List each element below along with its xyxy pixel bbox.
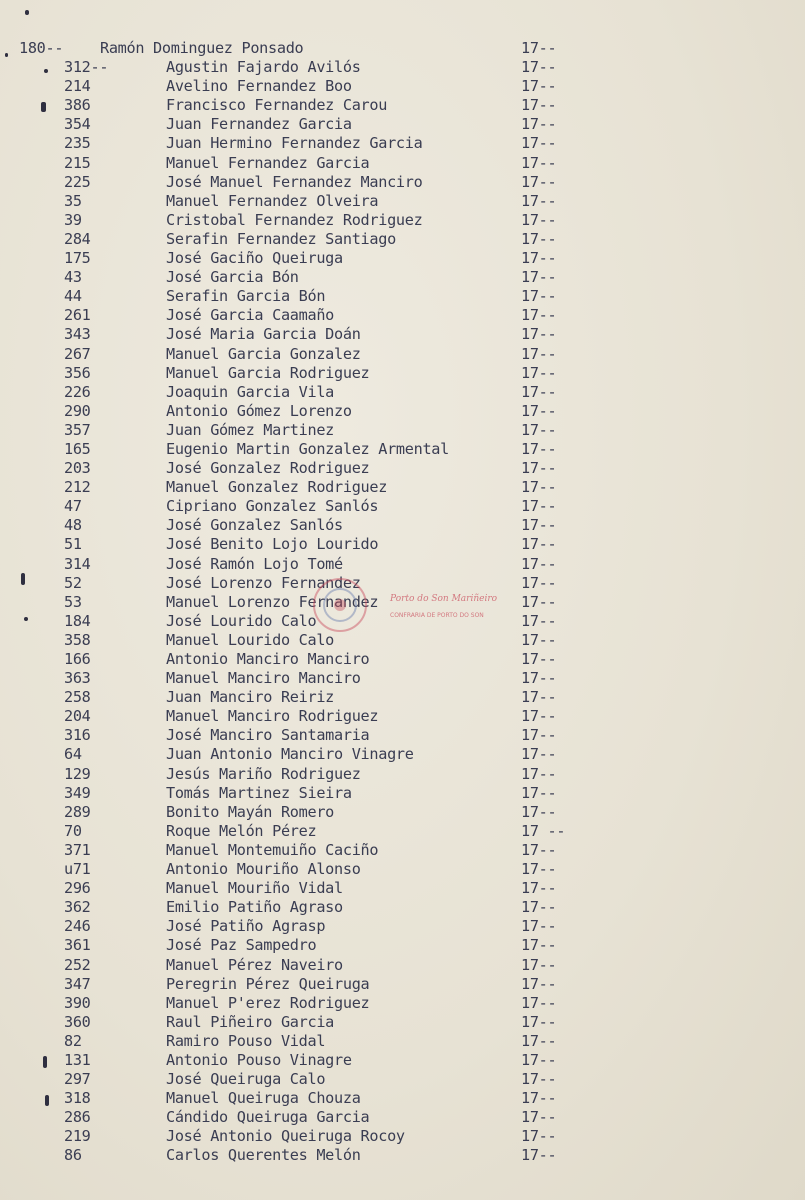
member-name: Manuel Manciro Rodriguez bbox=[166, 707, 379, 726]
member-name: Juan Fernandez Garcia bbox=[166, 115, 352, 134]
list-row bbox=[0, 956, 805, 975]
list-row bbox=[0, 784, 805, 803]
list-row bbox=[0, 497, 805, 516]
member-name: Juan Gómez Martinez bbox=[166, 420, 335, 439]
entry-number: 343 bbox=[64, 325, 91, 344]
member-name: José Maria Garcia Doán bbox=[166, 325, 361, 344]
member-name: José Gonzalez Sanlós bbox=[166, 516, 343, 535]
amount: 17-- bbox=[521, 802, 557, 821]
list-row bbox=[0, 58, 805, 77]
list-row bbox=[0, 345, 805, 364]
member-name: José Gaciño Queiruga bbox=[166, 249, 343, 268]
list-row bbox=[0, 726, 805, 745]
entry-number: 357 bbox=[64, 420, 91, 439]
amount: 17-- bbox=[521, 478, 557, 497]
member-name: Manuel Lourido Calo bbox=[166, 630, 335, 649]
amount: 17-- bbox=[521, 573, 557, 592]
list-row bbox=[0, 898, 805, 917]
entry-number: 246 bbox=[64, 917, 91, 936]
list-row bbox=[0, 383, 805, 402]
member-name: Cipriano Gonzalez Sanlós bbox=[166, 497, 379, 516]
member-name: Cristobal Fernandez Rodriguez bbox=[166, 210, 423, 229]
amount: 17-- bbox=[521, 898, 557, 917]
list-row bbox=[0, 822, 805, 841]
list-row bbox=[0, 134, 805, 153]
list-row bbox=[0, 1108, 805, 1127]
amount: 17-- bbox=[521, 96, 557, 115]
entry-number: 184 bbox=[64, 611, 91, 630]
member-name: Manuel Garcia Rodriguez bbox=[166, 363, 370, 382]
member-name: José Lourido Calo bbox=[166, 611, 317, 630]
amount: 17-- bbox=[521, 650, 557, 668]
member-name: Carlos Querentes Melón bbox=[166, 1146, 361, 1165]
member-name: Manuel Manciro Manciro bbox=[166, 669, 361, 688]
member-name: Raul Piñeiro Garcia bbox=[166, 1012, 335, 1031]
entry-number: 252 bbox=[64, 955, 91, 974]
list-row bbox=[0, 650, 805, 669]
member-name: Manuel Mouriño Vidal bbox=[166, 879, 343, 898]
entry-number: 356 bbox=[64, 363, 91, 382]
list-row bbox=[0, 249, 805, 268]
member-name: Cándido Queiruga Garcia bbox=[166, 1108, 370, 1127]
list-row bbox=[0, 841, 805, 860]
list-row bbox=[0, 516, 805, 535]
list-row bbox=[0, 96, 805, 115]
list-row bbox=[0, 402, 805, 421]
amount: 17-- bbox=[521, 1108, 557, 1127]
list-row bbox=[0, 440, 805, 459]
member-name: Joaquin Garcia Vila bbox=[166, 382, 335, 401]
amount: 17-- bbox=[521, 764, 557, 783]
amount: 17-- bbox=[521, 382, 557, 401]
amount: 17-- bbox=[521, 516, 557, 535]
amount: 17-- bbox=[521, 611, 557, 630]
entry-number: 203 bbox=[64, 459, 91, 478]
member-name: Antonio Gómez Lorenzo bbox=[166, 401, 352, 420]
list-row bbox=[0, 688, 805, 707]
list-row bbox=[0, 364, 805, 383]
amount: 17-- bbox=[521, 39, 557, 57]
member-name: Manuel Fernandez Garcia bbox=[166, 153, 370, 172]
member-name: Juan Manciro Reiriz bbox=[166, 688, 335, 707]
member-name: Francisco Fernandez Carou bbox=[166, 96, 388, 115]
entry-number: 290 bbox=[64, 401, 91, 420]
list-row bbox=[0, 707, 805, 726]
amount: 17-- bbox=[521, 268, 557, 287]
entry-number: 86 bbox=[64, 1146, 82, 1165]
entry-number: 289 bbox=[64, 802, 91, 821]
entry-number: 312-- bbox=[64, 58, 109, 77]
amount: 17-- bbox=[521, 153, 557, 172]
entry-number: 64 bbox=[64, 745, 82, 764]
list-row bbox=[0, 154, 805, 173]
list-row bbox=[0, 1051, 805, 1070]
member-name: Emilio Patiño Agraso bbox=[166, 898, 343, 917]
member-name: Juan Hermino Fernandez Garcia bbox=[166, 134, 423, 153]
list-row bbox=[0, 555, 805, 574]
watermark-title: Porto do Son Mariñeiro bbox=[390, 594, 498, 604]
amount: 17-- bbox=[521, 535, 557, 554]
list-row bbox=[0, 765, 805, 784]
amount: 17-- bbox=[521, 401, 557, 420]
watermark-subtitle: CONFRARIA DE PORTO DO SON bbox=[390, 612, 484, 619]
list-row bbox=[0, 1070, 805, 1089]
member-name: Antonio Manciro Manciro bbox=[166, 650, 370, 668]
entry-number: 219 bbox=[64, 1127, 91, 1146]
entry-number: 165 bbox=[64, 439, 91, 458]
watermark-stamp bbox=[310, 573, 500, 637]
amount: 17 -- bbox=[521, 821, 566, 840]
amount: 17-- bbox=[521, 688, 557, 707]
amount: 17-- bbox=[521, 783, 557, 802]
entry-number: u71 bbox=[64, 860, 91, 879]
entry-number: 226 bbox=[64, 382, 91, 401]
member-name: José Queiruga Calo bbox=[166, 1070, 326, 1089]
list-row bbox=[0, 115, 805, 134]
entry-number: 70 bbox=[64, 821, 82, 840]
member-name: Manuel Pérez Naveiro bbox=[166, 955, 343, 974]
member-name: Bonito Mayán Romero bbox=[166, 802, 335, 821]
entry-number: 296 bbox=[64, 879, 91, 898]
amount: 17-- bbox=[521, 917, 557, 936]
list-row bbox=[0, 1146, 805, 1165]
amount: 17-- bbox=[521, 1012, 557, 1031]
amount: 17-- bbox=[521, 77, 557, 96]
amount: 17-- bbox=[521, 229, 557, 248]
member-name: José Garcia Bón bbox=[166, 268, 299, 287]
entry-number: 361 bbox=[64, 936, 91, 955]
list-row bbox=[0, 1089, 805, 1108]
entry-number: 44 bbox=[64, 287, 82, 306]
list-row bbox=[0, 459, 805, 478]
list-row bbox=[0, 917, 805, 936]
amount: 17-- bbox=[521, 191, 557, 210]
entry-number: 215 bbox=[64, 153, 91, 172]
entry-number: 297 bbox=[64, 1070, 91, 1089]
member-name: Manuel Gonzalez Rodriguez bbox=[166, 478, 388, 497]
entry-number: 166 bbox=[64, 650, 91, 668]
member-name: Eugenio Martin Gonzalez Armental bbox=[166, 439, 449, 458]
list-row bbox=[0, 268, 805, 287]
entry-number: 286 bbox=[64, 1108, 91, 1127]
amount: 17-- bbox=[521, 669, 557, 688]
amount: 17-- bbox=[521, 840, 557, 859]
amount: 17-- bbox=[521, 249, 557, 268]
entry-number: 363 bbox=[64, 669, 91, 688]
member-name: José Antonio Queiruga Rocoy bbox=[166, 1127, 405, 1146]
amount: 17-- bbox=[521, 1050, 557, 1069]
amount: 17-- bbox=[521, 974, 557, 993]
list-row bbox=[0, 803, 805, 822]
entry-number: 261 bbox=[64, 306, 91, 325]
amount: 17-- bbox=[521, 592, 557, 611]
member-name: Manuel P'erez Rodriguez bbox=[166, 993, 370, 1012]
list-row bbox=[0, 879, 805, 898]
member-name: Tomás Martinez Sieira bbox=[166, 783, 352, 802]
list-row bbox=[0, 1127, 805, 1146]
entry-number: 131 bbox=[64, 1050, 91, 1069]
amount: 17-- bbox=[521, 745, 557, 764]
amount: 17-- bbox=[521, 306, 557, 325]
entry-number: 53 bbox=[64, 592, 82, 611]
list-row bbox=[0, 745, 805, 764]
entry-number: 362 bbox=[64, 898, 91, 917]
entry-number: 51 bbox=[64, 535, 82, 554]
entry-number: 316 bbox=[64, 726, 91, 745]
member-name: Peregrin Pérez Queiruga bbox=[166, 974, 370, 993]
entry-number: 82 bbox=[64, 1031, 82, 1050]
list-row bbox=[0, 39, 805, 58]
member-name: Ramón Dominguez Ponsado bbox=[100, 39, 304, 57]
list-row bbox=[0, 211, 805, 230]
amount: 17-- bbox=[521, 439, 557, 458]
entry-number: 318 bbox=[64, 1089, 91, 1108]
ink-mark bbox=[25, 10, 29, 15]
entry-number: 214 bbox=[64, 77, 91, 96]
entry-number: 180-- bbox=[19, 39, 64, 57]
entry-number: 52 bbox=[64, 573, 82, 592]
member-name: José Patiño Agrasp bbox=[166, 917, 326, 936]
amount: 17-- bbox=[521, 726, 557, 745]
amount: 17-- bbox=[521, 1146, 557, 1165]
list-row bbox=[0, 975, 805, 994]
amount: 17-- bbox=[521, 134, 557, 153]
amount: 17-- bbox=[521, 879, 557, 898]
amount: 17-- bbox=[521, 1127, 557, 1146]
entry-number: 371 bbox=[64, 840, 91, 859]
amount: 17-- bbox=[521, 325, 557, 344]
member-name: Avelino Fernandez Boo bbox=[166, 77, 352, 96]
amount: 17-- bbox=[521, 1031, 557, 1050]
member-name: Ramiro Pouso Vidal bbox=[166, 1031, 326, 1050]
list-row bbox=[0, 1013, 805, 1032]
member-name: Roque Melón Pérez bbox=[166, 821, 317, 840]
entry-number: 354 bbox=[64, 115, 91, 134]
amount: 17-- bbox=[521, 1089, 557, 1108]
entry-number: 358 bbox=[64, 630, 91, 649]
list-row bbox=[0, 535, 805, 554]
entry-number: 314 bbox=[64, 554, 91, 573]
amount: 17-- bbox=[521, 497, 557, 516]
member-name: José Ramón Lojo Tomé bbox=[166, 554, 343, 573]
amount: 17-- bbox=[521, 115, 557, 134]
amount: 17-- bbox=[521, 58, 557, 77]
entry-number: 390 bbox=[64, 993, 91, 1012]
amount: 17-- bbox=[521, 554, 557, 573]
entry-number: 258 bbox=[64, 688, 91, 707]
entry-number: 175 bbox=[64, 249, 91, 268]
member-name: Manuel Fernandez Olveira bbox=[166, 191, 379, 210]
entry-number: 284 bbox=[64, 229, 91, 248]
list-row bbox=[0, 192, 805, 211]
list-row bbox=[0, 860, 805, 879]
entry-number: 39 bbox=[64, 210, 82, 229]
amount: 17-- bbox=[521, 936, 557, 955]
member-name: Agustin Fajardo Avilós bbox=[166, 58, 361, 77]
entry-number: 129 bbox=[64, 764, 91, 783]
entry-number: 347 bbox=[64, 974, 91, 993]
entry-number: 212 bbox=[64, 478, 91, 497]
entry-number: 386 bbox=[64, 96, 91, 115]
amount: 17-- bbox=[521, 172, 557, 191]
list-row bbox=[0, 287, 805, 306]
entry-number: 47 bbox=[64, 497, 82, 516]
amount: 17-- bbox=[521, 459, 557, 478]
member-name: Manuel Garcia Gonzalez bbox=[166, 344, 361, 363]
amount: 17-- bbox=[521, 210, 557, 229]
list-row bbox=[0, 306, 805, 325]
member-name: Manuel Montemuiño Caciño bbox=[166, 840, 379, 859]
list-row bbox=[0, 478, 805, 497]
list-row bbox=[0, 936, 805, 955]
list-row bbox=[0, 230, 805, 249]
list-row bbox=[0, 173, 805, 192]
amount: 17-- bbox=[521, 420, 557, 439]
member-name: José Manciro Santamaria bbox=[166, 726, 370, 745]
list-row bbox=[0, 669, 805, 688]
entry-number: 48 bbox=[64, 516, 82, 535]
amount: 17-- bbox=[521, 993, 557, 1012]
member-name: José Lorenzo Fernandez bbox=[166, 573, 361, 592]
member-name: Serafin Fernandez Santiago bbox=[166, 229, 396, 248]
amount: 17-- bbox=[521, 955, 557, 974]
entry-number: 360 bbox=[64, 1012, 91, 1031]
member-name: Serafin Garcia Bón bbox=[166, 287, 326, 306]
amount: 17-- bbox=[521, 287, 557, 306]
member-name: José Manuel Fernandez Manciro bbox=[166, 172, 423, 191]
amount: 17-- bbox=[521, 630, 557, 649]
member-name: José Garcia Caamaño bbox=[166, 306, 335, 325]
entry-number: 43 bbox=[64, 268, 82, 287]
entry-number: 267 bbox=[64, 344, 91, 363]
list-row bbox=[0, 1032, 805, 1051]
member-name: Jesús Mariño Rodriguez bbox=[166, 764, 361, 783]
list-row bbox=[0, 325, 805, 344]
list-row bbox=[0, 77, 805, 96]
entry-number: 35 bbox=[64, 191, 82, 210]
list-row bbox=[0, 421, 805, 440]
entry-number: 225 bbox=[64, 172, 91, 191]
member-name: Antonio Pouso Vinagre bbox=[166, 1050, 352, 1069]
member-name: José Paz Sampedro bbox=[166, 936, 317, 955]
entry-number: 235 bbox=[64, 134, 91, 153]
entry-number: 349 bbox=[64, 783, 91, 802]
amount: 17-- bbox=[521, 363, 557, 382]
watermark-logo bbox=[310, 573, 500, 637]
list-row bbox=[0, 994, 805, 1013]
amount: 17-- bbox=[521, 344, 557, 363]
amount: 17-- bbox=[521, 707, 557, 726]
amount: 17-- bbox=[521, 1070, 557, 1089]
member-name: Manuel Queiruga Chouza bbox=[166, 1089, 361, 1108]
member-name: José Gonzalez Rodriguez bbox=[166, 459, 370, 478]
entry-number: 204 bbox=[64, 707, 91, 726]
amount: 17-- bbox=[521, 860, 557, 879]
member-name: Manuel Lorenzo Fernandez bbox=[166, 592, 379, 611]
member-name: Antonio Mouriño Alonso bbox=[166, 860, 361, 879]
member-name: Juan Antonio Manciro Vinagre bbox=[166, 745, 414, 764]
member-name: José Benito Lojo Lourido bbox=[166, 535, 379, 554]
